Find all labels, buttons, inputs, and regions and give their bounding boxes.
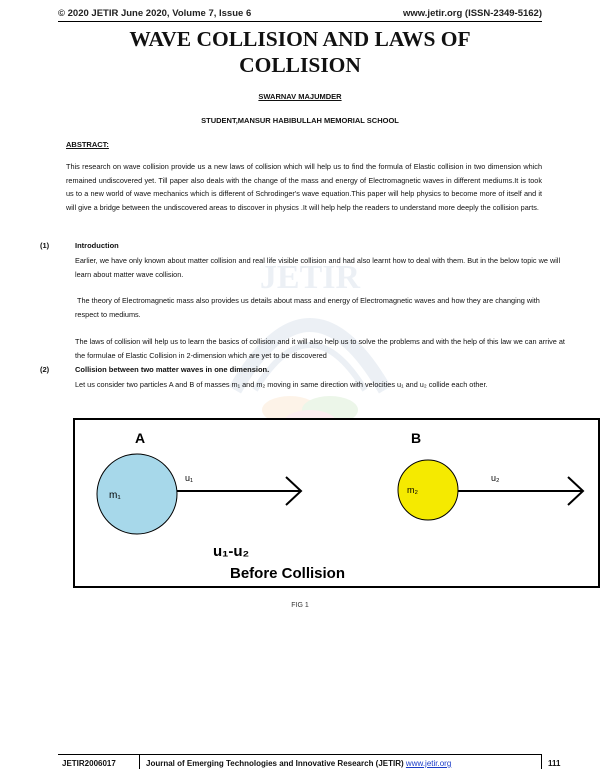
footer-separator-2 <box>541 755 542 769</box>
section-1-paragraph-3: The laws of collision will help us to learn the basics of collision and it will also help us to solve the problems and with the help of this law we can arrive at the formulae of Elastic Collision in 2-dimension which are yet to be discovered <box>75 337 565 360</box>
before-collision-label: Before Collision <box>230 565 346 582</box>
paper-title <box>60 26 540 78</box>
watermark-text: JETIR <box>259 259 361 296</box>
mass-b-label: m₂ <box>407 485 418 495</box>
section-1-number: (1) <box>40 241 50 250</box>
mass-a-label: m₁ <box>109 490 121 501</box>
author-affiliation: STUDENT,MANSUR HABIBULLAH MEMORIAL SCHOOL <box>201 116 399 125</box>
header-rule <box>58 21 542 22</box>
section-2-title: Collision between two matter waves in one dimension. <box>75 365 270 374</box>
relative-velocity-label: u₁-u₂ <box>213 543 250 560</box>
velocity-b-label: u₂ <box>491 473 500 483</box>
abstract-body: This research on wave collision provide us a new laws of collision which will help us to find the formula of Elastic collision in two dimension which remained undiscovered yet. Till paper also deals with the change of the mass and energy of Electromagnetic waves in different mediums.It is took us to a new world of wave mechanics which is different of Schrodinger's wave equation.This paper will help physics to become more of itself and it will give a bridge between the undiscovered areas to discover in physics .It will help help the readers to understand more deeply the collision parts. <box>66 162 542 212</box>
collision-figure <box>73 418 600 588</box>
footer-page-number: 111 <box>548 759 561 768</box>
footer-journal-name: Journal of Emerging Technologies and Innovative Research (JETIR) <box>146 759 404 768</box>
velocity-a-label: u₁ <box>185 473 194 483</box>
section-1-paragraph-2: The theory of Electromagnetic mass also provides us details about mass and energy of Electromagnetic waves and how they are changing with respect to mediums. <box>75 296 542 319</box>
footer-paper-id: JETIR2006017 <box>62 759 116 768</box>
header-copyright: © 2020 JETIR June 2020, Volume 7, Issue 6 <box>58 8 252 19</box>
title-line-1: WAVE COLLISION AND LAWS OF <box>129 27 471 51</box>
abstract-heading: ABSTRACT: <box>66 140 109 149</box>
footer-website-link[interactable]: www.jetir.org <box>405 759 452 768</box>
header-website: www.jetir.org (ISSN-2349-5162) <box>402 8 542 19</box>
figure-label-a: A <box>135 430 146 446</box>
figure-caption: FIG 1 <box>291 602 309 609</box>
author-name: SWARNAV MAJUMDER <box>258 92 342 101</box>
section-2-number: (2) <box>40 365 50 374</box>
footer-rule <box>58 754 542 755</box>
section-2-paragraph-1: Let us consider two particles A and B of masses m₁ and m₂ moving in same direction with velocities u₁ and u₂ collide each other. <box>75 380 488 389</box>
figure-label-b: B <box>411 430 422 446</box>
section-1-title: Introduction <box>75 241 119 250</box>
footer-separator-1 <box>139 755 140 769</box>
footer-journal <box>146 759 451 768</box>
section-1-paragraph-1: Earlier, we have only known about matter collision and real life visible collision and had also learnt how to deal with them. But in the below topic we will learn about matter wave collision. <box>75 256 561 279</box>
title-line-2: COLLISION <box>239 53 361 77</box>
